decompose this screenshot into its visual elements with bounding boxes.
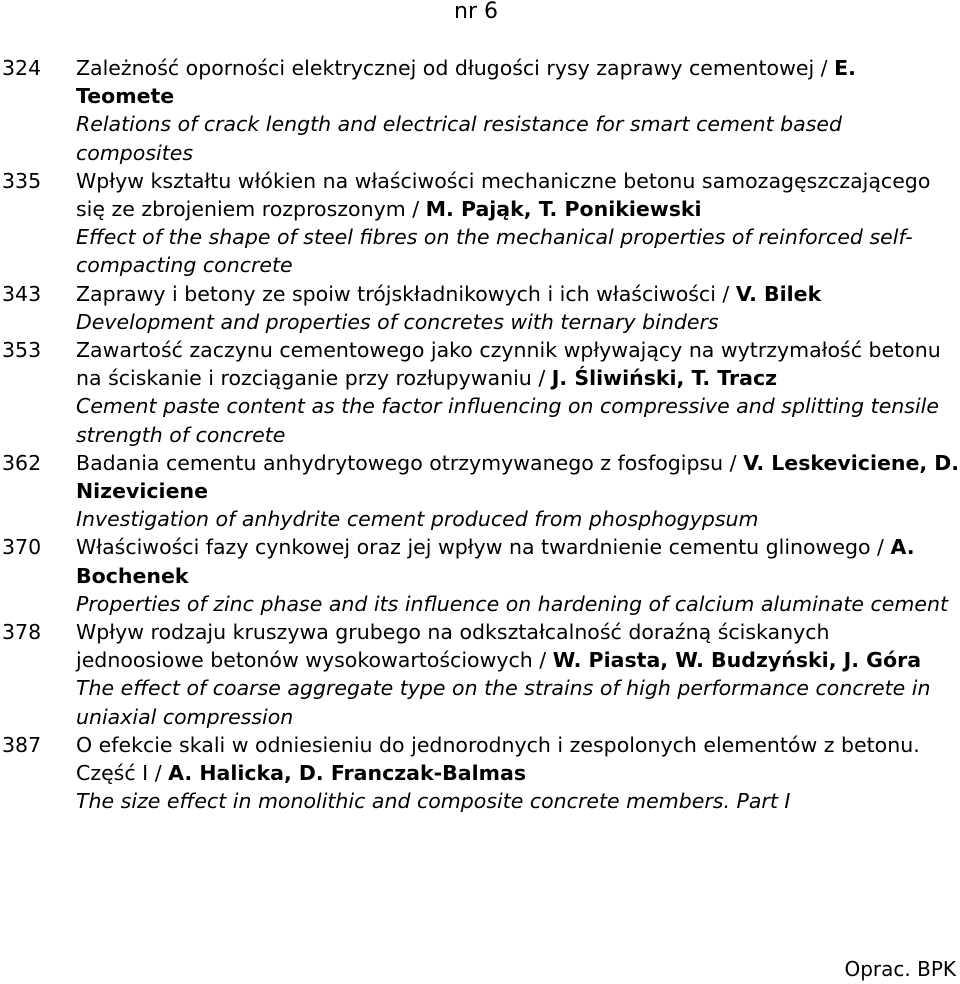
authors: W. Piasta, W. Budzyński, J. Góra [552,648,922,673]
page-number: 324 [2,56,42,80]
english-title: Effect of the shape of steel fibres on the mechanical properties of reinforced self-compacting concrete [76,225,913,278]
entry-title [76,449,960,505]
toc-entry [2,54,960,167]
page-number: 335 [2,168,42,193]
page-number: 387 [2,732,42,757]
entry-title [76,618,960,674]
polish-title: Badania cementu anhydrytowego otrzymywanego z fosfogipsu / [76,450,737,475]
polish-title: Zależność oporności elektrycznej od długości rysy zaprawy cementowej / [76,56,828,80]
toc-entry [2,533,960,618]
toc-entry [2,618,960,731]
toc-entry [2,731,960,816]
entry-title [76,54,960,110]
english-title: Development and properties of concretes with ternary binders [76,309,719,334]
footer-credit: Oprac. BPK [844,957,956,981]
toc-entry [2,167,960,280]
english-title: The effect of coarse aggregate type on the strains of high performance concrete in uniaxial compression [76,676,931,729]
page-number: 353 [2,338,42,363]
authors: E. Teomete [76,56,856,109]
english-title: Investigation of anhydrite cement produced from phosphogypsum [76,507,759,532]
entry-title [76,167,960,223]
toc-entry [2,280,960,336]
polish-title: Wpływ kształtu włókien na właściwości mechaniczne betonu samozagęszczającego się ze zbrojeniem rozproszonym / [76,168,931,222]
english-title: Cement paste content as the factor influencing on compressive and splitting tensile strength of concrete [76,394,939,447]
english-title: Properties of zinc phase and its influence on hardening of calcium aluminate cement [76,591,949,616]
page-number: 378 [2,620,42,645]
authors: A. Bochenek [76,535,915,588]
entry-title [76,533,960,589]
english-title: Relations of crack length and electrical resistance for smart cement based composites [76,112,842,165]
page-number: 370 [2,535,42,560]
polish-title: O efekcie skali w odniesieniu do jednorodnych i zespolonych elementów z betonu. Część I / [76,732,920,786]
polish-title: Wpływ rodzaju kruszywa grubego na odkształcalność doraźną ściskanych jednoosiowe betonów wysokowartościowych / [76,620,830,673]
authors: A. Halicka, D. Franczak-Balmas [168,761,527,786]
english-title: The size effect in monolithic and composite concrete members. Part I [76,789,791,814]
entry-title [76,336,960,392]
polish-title: Zawartość zaczynu cementowego jako czynnik wpływający na wytrzymałość betonu na ściskanie i rozciąganie przy rozłupywaniu / [76,338,941,391]
toc-entry [2,449,960,534]
toc-entry [2,336,960,449]
page-number: 362 [2,450,42,475]
polish-title: Właściwości fazy cynkowej oraz jej wpływ na twardnienie cementu glinowego / [76,535,884,560]
authors: V. Bilek [735,281,822,306]
issue-number: nr 6 [454,0,498,24]
authors: J. Śliwiński, T. Tracz [551,366,778,391]
entry-title [76,731,960,787]
polish-title: Zaprawy i betony ze spoiw trójskładnikowych i ich właściwości / [76,281,730,306]
table-of-contents [2,54,960,815]
page-number: 343 [2,281,42,306]
entry-title [76,280,960,308]
authors: V. Leskeviciene, D. Nizeviciene [76,450,960,504]
authors: M. Pająk, T. Ponikiewski [425,197,702,222]
